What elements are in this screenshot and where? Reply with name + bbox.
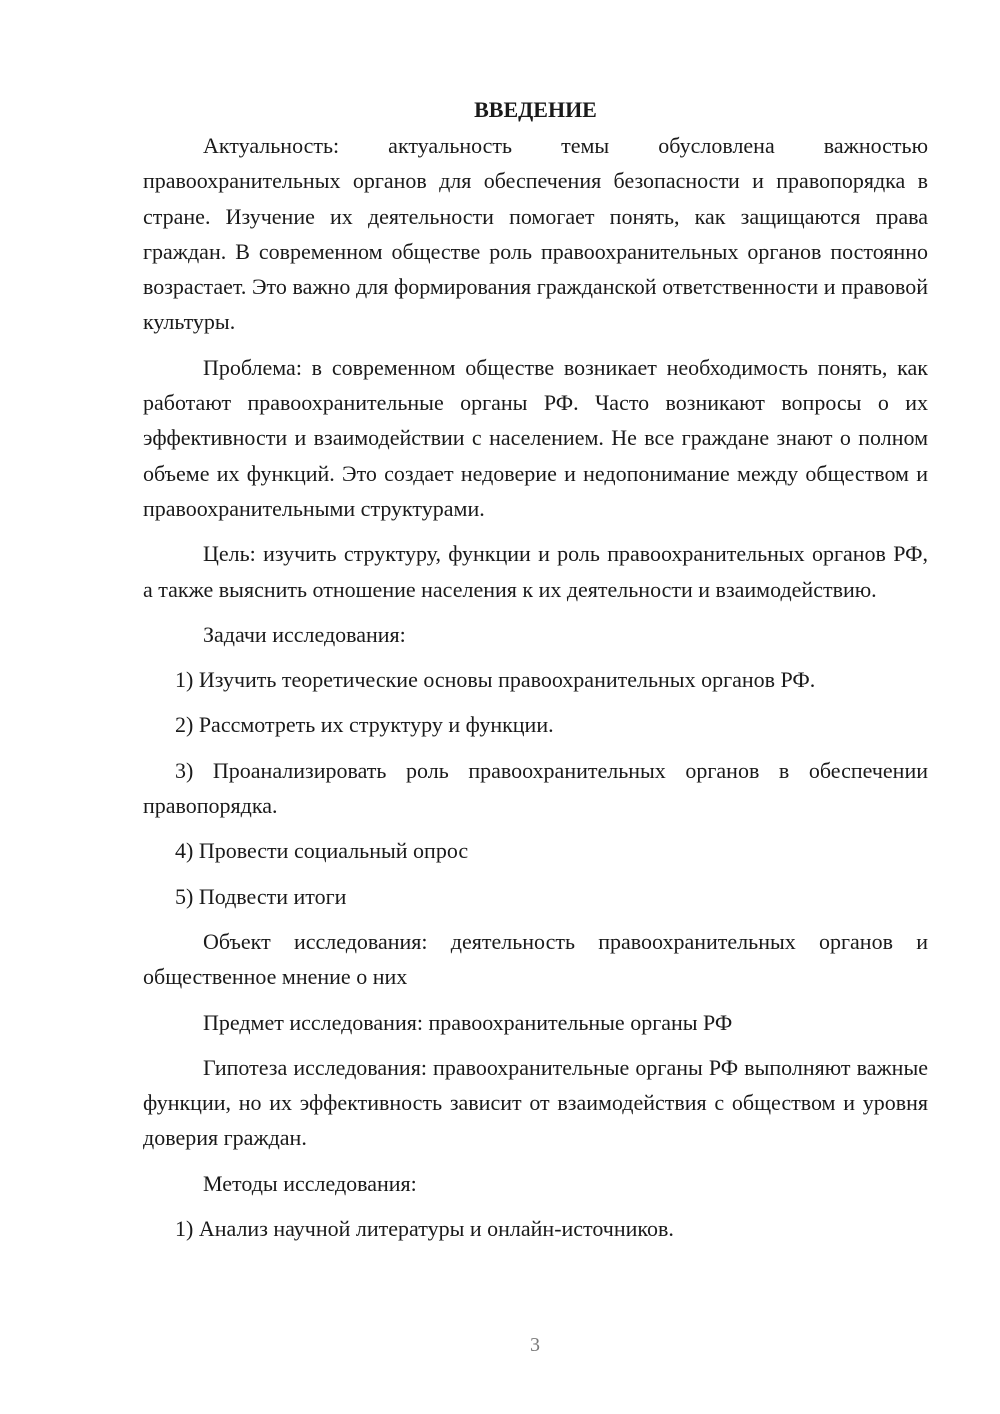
paragraph-hypothesis: Гипотеза исследования: правоохранительные органы РФ выполняют важные функции, но их эффективность зависит от взаимодействия с обществом и уровня доверия граждан.	[143, 1054, 928, 1151]
task-item: 3) Проанализировать роль правоохранительных органов в обеспечении правопорядка.	[143, 757, 928, 819]
tasks-title: Задачи исследования:	[203, 621, 406, 647]
paragraph-object: Объект исследования: деятельность правоохранительных органов и общественное мнение о них	[143, 928, 928, 990]
paragraph-relevance: Актуальность: актуальность темы обусловлена важностью правоохранительных органов для обеспечения безопасности и правопорядка в стране. Изучение их деятельности помогает понять, как защищаются права граждан. В современном обществе роль правоохранительных органов постоянно возрастает. Это важно для формирования гражданской ответственности и правовой культуры.	[143, 133, 928, 335]
task-item: 4) Провести социальный опрос	[175, 838, 469, 864]
paragraph-subject: Предмет исследования: правоохранительные органы РФ	[203, 1009, 733, 1035]
task-item: 2) Рассмотреть их структуру и функции.	[175, 712, 554, 738]
task-item: 1) Изучить теоретические основы правоохранительных органов РФ.	[175, 667, 816, 693]
section-heading: ВВЕДЕНИЕ	[474, 97, 597, 122]
task-item: 5) Подвести итоги	[175, 883, 347, 909]
methods-title: Методы исследования:	[203, 1170, 417, 1196]
document-page	[143, 94, 928, 1246]
method-item: 1) Анализ научной литературы и онлайн-источников.	[175, 1216, 674, 1242]
page-number: 3	[530, 1334, 540, 1356]
paragraph-goal: Цель: изучить структуру, функции и роль правоохранительных органов РФ, а также выяснить отношение населения к их деятельности и взаимодействию.	[143, 541, 928, 602]
paragraph-problem: Проблема: в современном обществе возникает необходимость понять, как работают правоохранительные органы РФ. Часто возникают вопросы о их эффективности и взаимодействии с населением. Не все граждане знают о полном объеме их функций. Это создает недоверие и недопонимание между обществом и правоохранительными структурами.	[143, 354, 928, 521]
